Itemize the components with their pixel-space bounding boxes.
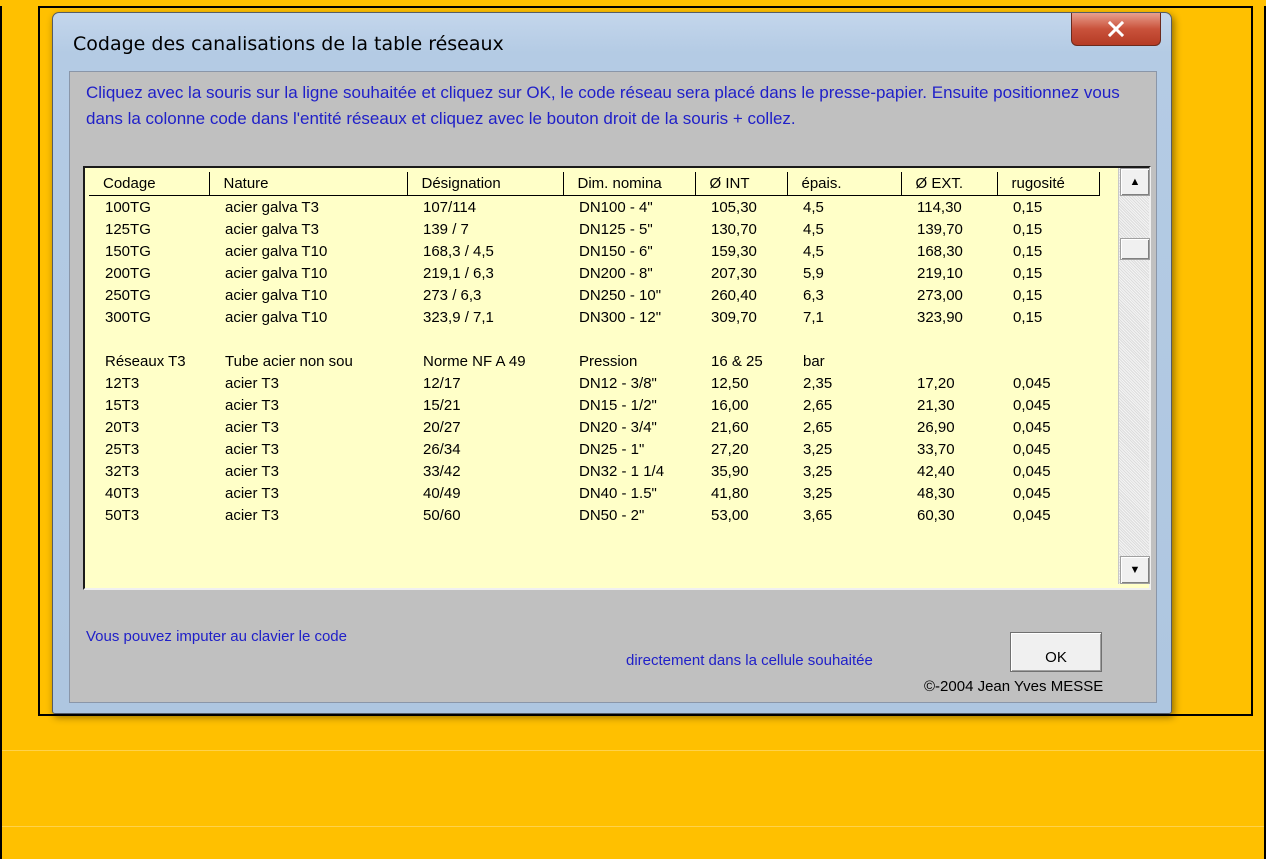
table-cell: 12/17 bbox=[423, 374, 461, 392]
table-cell: DN100 - 4" bbox=[579, 198, 653, 216]
table-cell: 130,70 bbox=[711, 220, 757, 238]
table-row[interactable] bbox=[89, 504, 1099, 526]
table-cell: 4,5 bbox=[803, 198, 824, 216]
table-cell: Tube acier non sou bbox=[225, 352, 353, 370]
table-cell bbox=[997, 350, 1099, 372]
table-row[interactable] bbox=[89, 416, 1099, 438]
table-cell: 33/42 bbox=[423, 462, 461, 480]
table-cell: 219,10 bbox=[917, 264, 963, 282]
outer-frame-left bbox=[0, 6, 2, 859]
table-cell: DN200 - 8" bbox=[579, 264, 653, 282]
table-row[interactable] bbox=[89, 350, 1099, 372]
table-cell: 0,15 bbox=[1013, 308, 1043, 326]
table-cell: 41,80 bbox=[711, 484, 749, 502]
table-row[interactable] bbox=[89, 460, 1099, 482]
table-cell: 0,045 bbox=[1013, 396, 1051, 414]
table-cell: 168,30 bbox=[917, 242, 963, 260]
table-cell: 33,70 bbox=[917, 440, 955, 458]
table-cell: acier T3 bbox=[225, 484, 279, 502]
table-cell: 12,50 bbox=[711, 374, 749, 392]
table-cell: Réseaux T3 bbox=[105, 352, 186, 370]
table-cell: 2,65 bbox=[803, 396, 833, 414]
table-cell: 20T3 bbox=[105, 418, 140, 436]
table-cell bbox=[563, 328, 695, 350]
table-row[interactable] bbox=[89, 218, 1099, 240]
table-cell: 323,9 / 7,1 bbox=[423, 308, 494, 326]
table-cell: 21,60 bbox=[711, 418, 749, 436]
table-cell: acier T3 bbox=[225, 374, 279, 392]
table-cell: 105,30 bbox=[711, 198, 757, 216]
arrow-down-icon: ▼ bbox=[1129, 564, 1141, 576]
table-row[interactable] bbox=[89, 394, 1099, 416]
table-cell: acier T3 bbox=[225, 462, 279, 480]
vertical-scrollbar[interactable] bbox=[1118, 168, 1149, 584]
table-cell: 4,5 bbox=[803, 220, 824, 238]
table-cell: 20/27 bbox=[423, 418, 461, 436]
table-cell: 159,30 bbox=[711, 242, 757, 260]
table-cell: 21,30 bbox=[917, 396, 955, 414]
table-cell: 0,15 bbox=[1013, 264, 1043, 282]
table-cell: 207,30 bbox=[711, 264, 757, 282]
faint-gridline bbox=[2, 826, 1264, 827]
table-cell: 250TG bbox=[105, 286, 151, 304]
table-cell: acier galva T3 bbox=[225, 220, 319, 238]
table-cell: 219,1 / 6,3 bbox=[423, 264, 494, 282]
table-cell: 0,045 bbox=[1013, 462, 1051, 480]
frame-bottom bbox=[38, 714, 1253, 716]
table-cell: acier galva T3 bbox=[225, 198, 319, 216]
ok-button[interactable]: OK bbox=[1010, 632, 1102, 672]
table-cell: 6,3 bbox=[803, 286, 824, 304]
table-cell: acier galva T10 bbox=[225, 264, 328, 282]
table-cell: acier T3 bbox=[225, 418, 279, 436]
table-cell bbox=[209, 328, 407, 350]
table-cell: 15T3 bbox=[105, 396, 140, 414]
arrow-up-icon: ▲ bbox=[1129, 176, 1141, 188]
table-cell: 48,30 bbox=[917, 484, 955, 502]
table-cell: DN25 - 1" bbox=[579, 440, 645, 458]
scroll-up-button[interactable] bbox=[1120, 168, 1150, 196]
table-row[interactable] bbox=[89, 328, 1099, 350]
table-cell: Pression bbox=[579, 352, 638, 370]
table-row[interactable] bbox=[89, 372, 1099, 394]
table-cell: 309,70 bbox=[711, 308, 757, 326]
table-cell: 12T3 bbox=[105, 374, 140, 392]
table-cell: 50/60 bbox=[423, 506, 461, 524]
table-cell: 0,045 bbox=[1013, 484, 1051, 502]
table-cell: 32T3 bbox=[105, 462, 140, 480]
table-cell: DN12 - 3/8" bbox=[579, 374, 657, 392]
table-cell: 60,30 bbox=[917, 506, 955, 524]
table-cell: acier galva T10 bbox=[225, 286, 328, 304]
table-cell: 139 / 7 bbox=[423, 220, 469, 238]
table-row[interactable] bbox=[89, 196, 1099, 219]
table-cell: DN150 - 6" bbox=[579, 242, 653, 260]
table-cell: 2,65 bbox=[803, 418, 833, 436]
table-cell: 40T3 bbox=[105, 484, 140, 502]
keyboard-hint-text-2: directement dans la cellule souhaitée bbox=[626, 652, 873, 669]
table-cell: 27,20 bbox=[711, 440, 749, 458]
pipe-code-table bbox=[89, 172, 1100, 526]
table-cell bbox=[997, 328, 1099, 350]
table-cell: 0,045 bbox=[1013, 440, 1051, 458]
table-cell: DN40 - 1.5" bbox=[579, 484, 657, 502]
header-dim-nominale: Dim. nomina bbox=[563, 172, 695, 196]
table-cell bbox=[695, 328, 787, 350]
header-nature: Nature bbox=[209, 172, 407, 196]
table-cell: 2,35 bbox=[803, 374, 833, 392]
table-row[interactable] bbox=[89, 284, 1099, 306]
table-cell: 300TG bbox=[105, 308, 151, 326]
table-cell bbox=[89, 328, 209, 350]
table-cell: 50T3 bbox=[105, 506, 140, 524]
header-designation: Désignation bbox=[407, 172, 563, 196]
table-cell: DN125 - 5" bbox=[579, 220, 653, 238]
table-cell: 40/49 bbox=[423, 484, 461, 502]
scroll-thumb[interactable] bbox=[1120, 238, 1150, 260]
table-cell: 3,25 bbox=[803, 440, 833, 458]
table-cell: DN20 - 3/4" bbox=[579, 418, 657, 436]
table-cell bbox=[901, 328, 997, 350]
table-cell: 323,90 bbox=[917, 308, 963, 326]
table-cell: 3,25 bbox=[803, 462, 833, 480]
instructions-text: Cliquez avec la souris sur la ligne souhaitée et cliquez sur OK, le code réseau sera placé dans le presse-papier. Ensuite positionnez vous dans la colonne code dans l'entité réseaux et cliquez avec le bouton droit de la souris + collez. bbox=[86, 83, 1120, 128]
table-cell: 0,15 bbox=[1013, 286, 1043, 304]
table-row[interactable] bbox=[89, 240, 1099, 262]
table-cell: acier T3 bbox=[225, 440, 279, 458]
table-cell: 114,30 bbox=[917, 198, 962, 216]
table-cell: DN300 - 12" bbox=[579, 308, 662, 326]
table-cell: 0,15 bbox=[1013, 198, 1043, 216]
table-cell: 3,25 bbox=[803, 484, 833, 502]
header-rugosite: rugosité bbox=[997, 172, 1099, 196]
table-row[interactable] bbox=[89, 438, 1099, 460]
table-cell bbox=[787, 328, 901, 350]
table-cell: 26/34 bbox=[423, 440, 461, 458]
table-cell: 0,15 bbox=[1013, 242, 1043, 260]
header-codage: Codage bbox=[89, 172, 209, 196]
table-cell: DN32 - 1 1/4 bbox=[579, 462, 665, 480]
table-cell: 5,9 bbox=[803, 264, 824, 282]
table-cell: DN250 - 10" bbox=[579, 286, 662, 304]
table-cell: acier T3 bbox=[225, 396, 279, 414]
table-cell: 42,40 bbox=[917, 462, 955, 480]
frame-left bbox=[38, 6, 40, 716]
window-title: Codage des canalisations de la table réseaux bbox=[73, 33, 504, 55]
table-cell: 53,00 bbox=[711, 506, 749, 524]
dialog-window bbox=[52, 12, 1172, 714]
table-cell: Norme NF A 49 bbox=[423, 352, 526, 370]
table-cell: 0,045 bbox=[1013, 418, 1051, 436]
frame-right bbox=[1251, 6, 1253, 716]
table-cell: 168,3 / 4,5 bbox=[423, 242, 494, 260]
table-cell: 200TG bbox=[105, 264, 151, 282]
table-cell: 100TG bbox=[105, 198, 151, 216]
table-cell: 16,00 bbox=[711, 396, 749, 414]
keyboard-hint-text: Vous pouvez imputer au clavier le code bbox=[86, 628, 347, 645]
table-cell bbox=[901, 350, 997, 372]
header-diam-ext: Ø EXT. bbox=[901, 172, 997, 196]
table-cell: 0,045 bbox=[1013, 374, 1051, 392]
table-cell: DN50 - 2" bbox=[579, 506, 645, 524]
frame-top bbox=[38, 6, 1253, 8]
table-cell: 16 & 25 bbox=[711, 352, 763, 370]
table-row[interactable] bbox=[89, 482, 1099, 504]
table-cell: 0,15 bbox=[1013, 220, 1043, 238]
table-cell: 26,90 bbox=[917, 418, 955, 436]
table-cell: 3,65 bbox=[803, 506, 833, 524]
pipe-code-listbox[interactable] bbox=[83, 166, 1151, 590]
close-button[interactable] bbox=[1071, 13, 1161, 46]
table-cell: 107/114 bbox=[423, 198, 477, 216]
faint-gridline bbox=[2, 750, 1264, 751]
table-cell: 35,90 bbox=[711, 462, 749, 480]
table-cell: 273 / 6,3 bbox=[423, 286, 482, 304]
table-cell: acier galva T10 bbox=[225, 242, 328, 260]
table-cell: DN15 - 1/2" bbox=[579, 396, 657, 414]
close-icon bbox=[1107, 21, 1125, 37]
table-row[interactable] bbox=[89, 262, 1099, 284]
header-epaisseur: épais. bbox=[787, 172, 901, 196]
table-cell: 260,40 bbox=[711, 286, 757, 304]
header-diam-int: Ø INT bbox=[695, 172, 787, 196]
table-cell: bar bbox=[803, 352, 825, 370]
table-cell: acier T3 bbox=[225, 506, 279, 524]
table-cell: 7,1 bbox=[803, 308, 824, 326]
table-cell: 0,045 bbox=[1013, 506, 1051, 524]
scroll-down-button[interactable] bbox=[1120, 556, 1150, 584]
table-row[interactable] bbox=[89, 306, 1099, 328]
table-header-row bbox=[89, 172, 1099, 196]
table-cell: 273,00 bbox=[917, 286, 963, 304]
table-cell: 139,70 bbox=[917, 220, 963, 238]
table-cell bbox=[407, 328, 563, 350]
copyright-text: ©-2004 Jean Yves MESSE bbox=[924, 678, 1104, 695]
table-cell: 150TG bbox=[105, 242, 151, 260]
table-cell: 17,20 bbox=[917, 374, 955, 392]
dialog-client-area bbox=[69, 71, 1157, 703]
table-cell: 25T3 bbox=[105, 440, 140, 458]
table-cell: 15/21 bbox=[423, 396, 461, 414]
table-cell: 4,5 bbox=[803, 242, 824, 260]
table-cell: acier galva T10 bbox=[225, 308, 328, 326]
table-cell: 125TG bbox=[105, 220, 151, 238]
